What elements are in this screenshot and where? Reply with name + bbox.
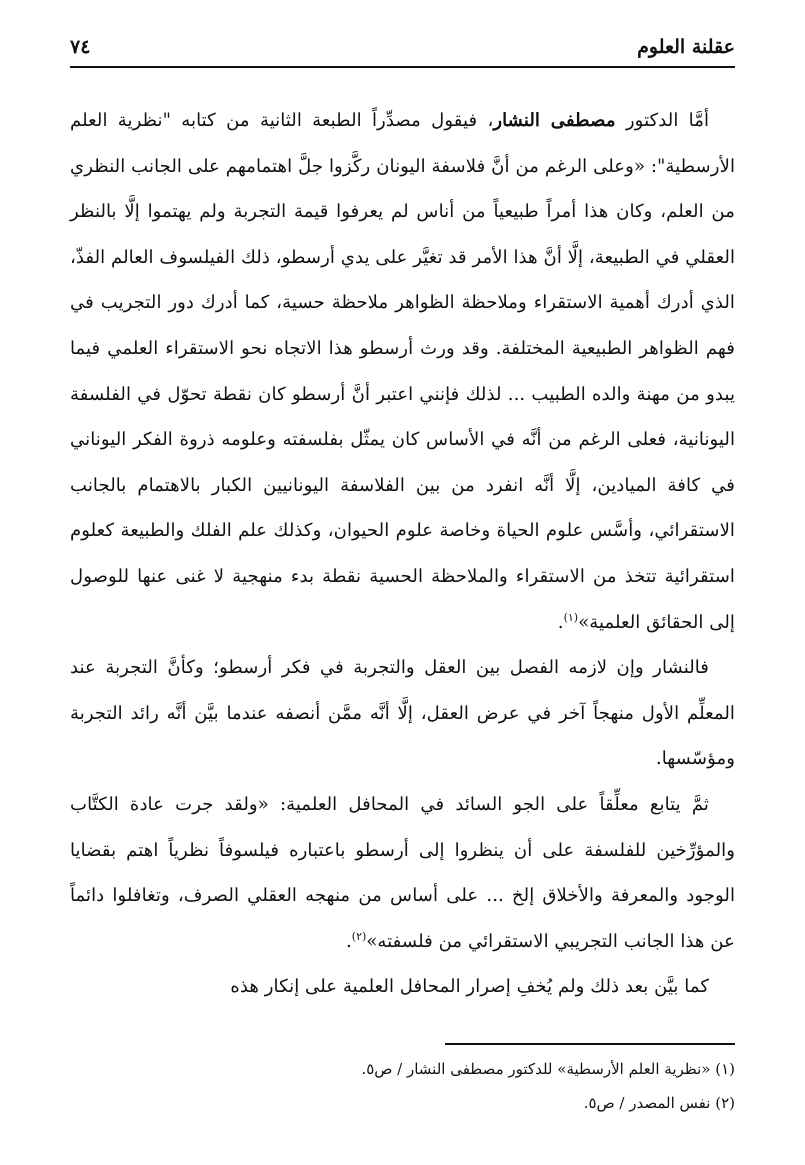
paragraph-1 xyxy=(70,98,735,645)
paragraph-1-lead: أمَّا الدكتور xyxy=(615,110,709,131)
paragraph-3-end: . xyxy=(345,930,352,952)
footnote-ref-1[interactable]: (١) xyxy=(563,610,579,624)
paragraph-1-end: . xyxy=(557,611,564,633)
footnote-divider xyxy=(445,1043,735,1045)
paragraph-3 xyxy=(70,782,735,964)
paragraph-3-text: ثمَّ يتابع معلِّقاً على الجو السائد في المحافل العلمية: «ولقد جرت عادة الكتَّاب والمؤرِّخين للفلسفة على أن ينظروا إلى أرسطو باعتباره فيلسوفاً نظرياً اهتم بقضايا الوجود والمعرفة والأخلاق إلخ ... على أساس من منهجه العقلي الصرف، وتغافلوا دائماً عن هذا الجانب التجريبي الاستقرائي من فلسفته» xyxy=(70,793,735,952)
running-header xyxy=(70,28,735,68)
page-number: ٧٤ xyxy=(70,36,91,58)
footnote-1: (١) «نظرية العلم الأرسطية» للدكتور مصطفى النشار / ص٥. xyxy=(361,1060,735,1078)
author-name: مصطفى النشار xyxy=(493,110,616,131)
main-text xyxy=(70,98,735,1010)
running-title: عقلنة العلوم xyxy=(637,36,735,58)
paragraph-2: فالنشار وإن لازمه الفصل بين العقل والتجربة في فكر أرسطو؛ وكأنَّ التجربة عند المعلِّم الأول منهجاً آخر في عرض العقل، إلَّا أنَّه ممَّن أنصفه عندما بيَّن أنَّه رائد التجربة ومؤسّسها. xyxy=(70,657,735,770)
footnote-2: (٢) نفس المصدر / ص٥. xyxy=(583,1094,735,1112)
paragraph-4: كما بيَّن بعد ذلك ولم يُخفِ إصرار المحافل العلمية على إنكار هذه xyxy=(230,976,709,998)
footnotes xyxy=(70,1052,735,1120)
paragraph-1-text: ، فيقول مصدِّراً الطبعة الثانية من كتابه "نظرية العلم الأرسطية": «وعلى الرغم من أنَّ فلاسفة اليونان ركَّزوا جلَّ اهتمامهم على الجانب النظري من العلم، وكان هذا أمراً طبيعياً من أناس لم يعرفوا قيمة التجربة ولم يهتموا إلَّا بالنظر العقلي في الطبيعة، إلَّا أنَّ هذا الأمر قد تغيَّر على يدي أرسطو، ذلك الفيلسوف العالم الفذّ، الذي أدرك أهمية الاستقراء وملاحظة الظواهر ملاحظة حسية، كما أدرك دور التجريب في فهم الظواهر الطبيعية المختلفة. وقد ورث أرسطو هذا الاتجاه نحو الاستقراء العلمي فيما يبدو من مهنة والده الطبيب ... لذلك فإنني اعتبر أنَّ أرسطو كان نقطة تحوّل في الفلسفة اليونانية، فعلى الرغم من أنَّه في الأساس كان يمثّل بفلسفته وعلومه ذروة الفكر اليوناني في كافة الميادين، إلَّا أنَّه انفرد من بين الفلاسفة اليونانيين الكبار بالاهتمام بالجانب الاستقرائي، وأسَّس علوم الحياة وخاصة علوم الحيوان، وكذلك علم الفلك والطبيعة كعلوم استقرائية تتخذ من الاستقراء والملاحظة الحسية نقطة بدء منهجية لا غنى عنها للوصول إلى الحقائق العلمية» xyxy=(70,110,735,633)
footnote-ref-2[interactable]: (٢) xyxy=(351,929,367,943)
